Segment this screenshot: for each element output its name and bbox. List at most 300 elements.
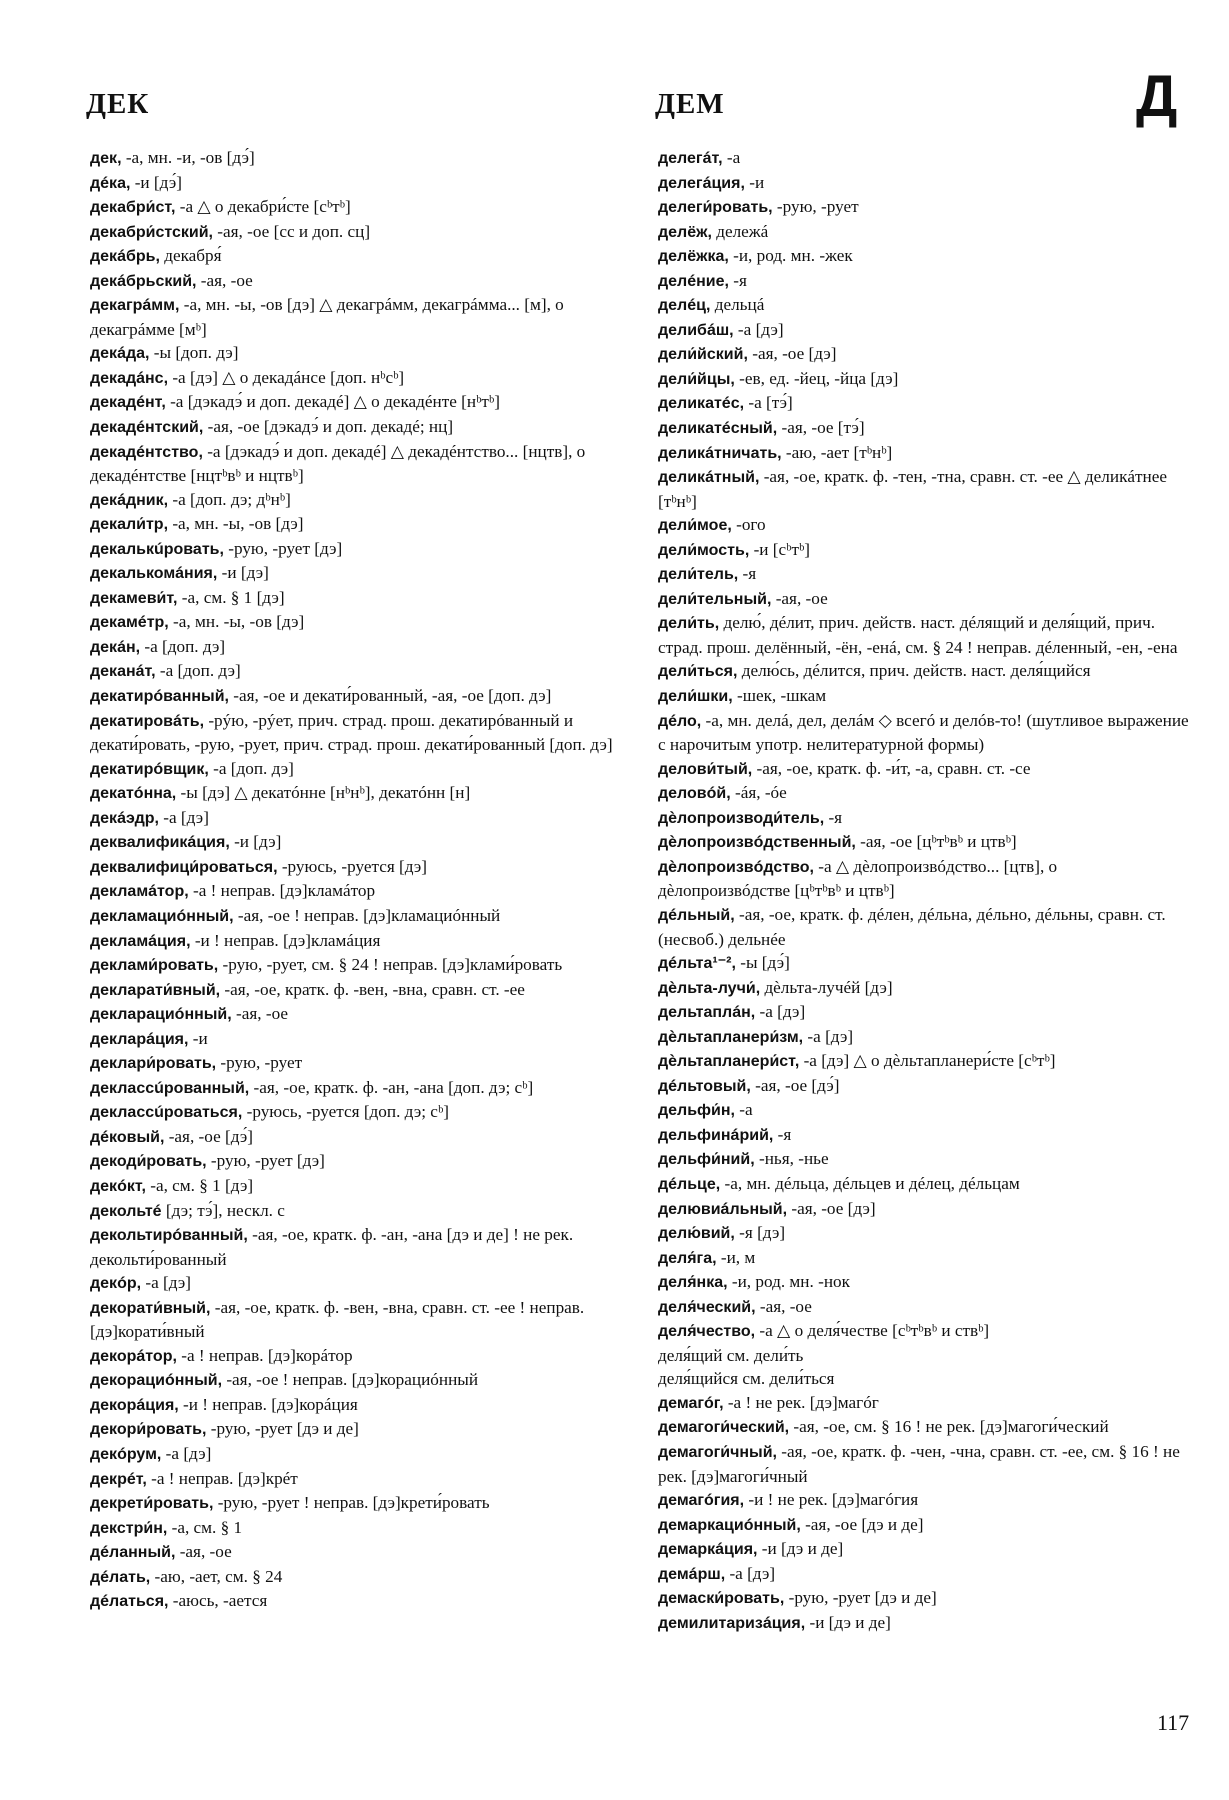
entry-headword: декалькúровать, (90, 540, 224, 558)
dictionary-entry (90, 1516, 625, 1541)
entry-body: -ы [дэ́] (735, 953, 790, 973)
entry-headword: декáэдр, (90, 809, 159, 827)
section-letter: Д (1136, 64, 1178, 129)
entry-body: -а (722, 148, 741, 167)
entry-headword: декламациóнный, (90, 907, 234, 925)
entry-headword: деля́нка, (658, 1274, 728, 1292)
entry-headword: делёж, (658, 223, 712, 241)
entry-headword: деликатéс, (658, 395, 745, 413)
entry-headword: делёжка, (658, 248, 729, 266)
entry-headword: демилитаризáция, (658, 1614, 806, 1632)
entry-headword: демаркациóнный, (658, 1516, 801, 1534)
dictionary-entry (658, 1025, 1191, 1050)
entry-body: -ая, -ое [дэ́] (750, 1075, 840, 1095)
entry-body: -и [дэ и де] (805, 1612, 891, 1632)
entry-headword: дели́ть, (658, 615, 720, 633)
entry-body: -ая, -ое, см. § 16 ! не рек. [дэ]магоги́ческий (789, 1417, 1109, 1437)
entry-headword: делегáт, (658, 150, 723, 167)
dictionary-entry (658, 1611, 1191, 1636)
entry-body: -ы [доп. дэ] (149, 343, 239, 363)
entry-headword: делеги́ровать, (658, 199, 773, 217)
entry-headword: деклами́ровать, (90, 957, 219, 975)
entry-headword: декóрум, (90, 1445, 162, 1463)
dictionary-entry (90, 635, 625, 660)
entry-body: -ая, -ое и декати́рованный, -ая, -ое [доп. дэ] (228, 686, 552, 706)
entry-body: -ая, -ое ! неправ. [дэ]кламациóнный (233, 905, 501, 925)
dictionary-entry (658, 562, 1191, 587)
dictionary-entry (90, 781, 625, 806)
entry-body: -а ! неправ. [дэ]корáтор (176, 1345, 353, 1365)
dictionary-entry (658, 903, 1191, 951)
entry-headword: дели́йцы, (658, 370, 735, 388)
entry-headword: декали́тр, (90, 516, 169, 534)
dictionary-entry (90, 440, 625, 488)
entry-body: -а [дэкадэ́ и доп. декадé] △ о декадéнте [нᵇтᵇ] (165, 392, 500, 412)
entry-headword: декатóнна, (90, 785, 177, 803)
entry-headword: декамеви́т, (90, 589, 178, 607)
entry-headword: декламáция, (90, 932, 191, 950)
entry-headword: декáн, (90, 638, 141, 656)
dictionary-entry (658, 1537, 1191, 1562)
dictionary-entry (90, 1051, 625, 1076)
entry-headword: декларациóнный, (90, 1006, 232, 1024)
entry-body: -а [доп. дэ] (140, 636, 226, 656)
entry-body: -а [дэ] (141, 1273, 192, 1293)
dictionary-entry (658, 220, 1191, 245)
entry-headword: декоди́ровать, (90, 1153, 207, 1171)
entry-headword: делéц, (658, 297, 711, 315)
entry-headword: дели́мость, (658, 541, 750, 559)
entry-headword: дѐльтапланери́зм, (658, 1028, 804, 1046)
entry-body: -рую, -рует [дэ и де] (206, 1419, 359, 1439)
dictionary-entry (90, 220, 625, 245)
entry-headword: дéльтовый, (658, 1077, 751, 1095)
entry-body: -ая, -ое [тэ́] (777, 418, 865, 438)
dictionary-entry (90, 366, 625, 391)
entry-headword: деклари́ровать, (90, 1055, 217, 1073)
entry-body: -и [сᵇтᵇ] (749, 539, 811, 559)
dictionary-entry (658, 146, 1191, 171)
entry-body: -а [тэ́] (744, 393, 793, 413)
entry-body: -рую, -рует [дэ и де] (784, 1588, 937, 1608)
dictionary-entry (658, 1172, 1191, 1197)
entry-body: -и ! неправ. [дэ]корáция (178, 1394, 358, 1414)
entry-body: -ы [дэ] △ декатóнне [нᵇнᵇ], декатóнн [н] (176, 783, 471, 803)
entry-body: -ая, -ое [дэ́] (164, 1126, 254, 1146)
dictionary-entry (90, 512, 625, 537)
entry-headword: дельфи́н, (658, 1102, 735, 1120)
entry-headword: декорáтор, (90, 1347, 177, 1365)
dictionary-entry (658, 1513, 1191, 1538)
entry-body: -рую, -рует, см. § 24 ! неправ. [дэ]клами́ровать (218, 955, 563, 975)
dictionary-entry (658, 1197, 1191, 1222)
dictionary-entry (658, 318, 1191, 343)
entry-body: -ая, -ое [дэ и де] (800, 1514, 924, 1534)
dictionary-entry (658, 513, 1191, 538)
entry-headword: демагóгия, (658, 1492, 745, 1510)
entry-body: -и (188, 1028, 208, 1048)
dictionary-entry (90, 1076, 625, 1101)
entry-body: -ая, -ое [цᵇтᵇвᵇ и цтвᵇ] (855, 832, 1017, 852)
dictionary-entry (658, 416, 1191, 441)
dictionary-entry (90, 171, 625, 196)
entry-body: -нья, -нье (754, 1149, 829, 1169)
dictionary-entry (658, 1074, 1191, 1099)
entry-headword: деквалифици́роваться, (90, 858, 278, 876)
running-head-right: ДЕМ (655, 88, 725, 120)
entry-body: -ев, ед. -йец, -йца [дэ] (734, 368, 899, 388)
entry-body: -ая, -ое (755, 1296, 812, 1316)
dictionary-entry (90, 1125, 625, 1150)
entry-body: -а [доп. дэ] (208, 758, 294, 778)
dictionary-entry (658, 1562, 1191, 1587)
dictionary-entry (90, 1174, 625, 1199)
dictionary-entry (90, 390, 625, 415)
dictionary-entry (90, 1100, 625, 1125)
entry-body: -а [дэ] (725, 1563, 776, 1583)
dictionary-entry (658, 1367, 1191, 1391)
entry-headword: деля́чество, (658, 1323, 756, 1341)
entry-body: -и [дэ́] (130, 172, 182, 192)
entry-headword: декадáнс, (90, 369, 169, 387)
dictionary-entry (658, 1123, 1191, 1148)
entry-headword: дек, (90, 150, 122, 167)
dictionary-entry (90, 488, 625, 513)
entry-headword: декорáция, (90, 1396, 179, 1414)
entry-body: -и, род. мн. -жек (728, 246, 853, 266)
entry-body: -ая, -ое (771, 588, 828, 608)
dictionary-entry (658, 611, 1191, 659)
dictionary-entry (90, 415, 625, 440)
entry-headword: декрети́ровать, (90, 1495, 214, 1513)
dictionary-entry (658, 757, 1191, 782)
entry-body: -шек, -шкам (732, 686, 827, 706)
dictionary-entry (658, 293, 1191, 318)
entry-body: -ая, -ое [сс и доп. сц] (213, 221, 371, 241)
entry-headword: дéло, (658, 712, 702, 730)
dictionary-entry (658, 1488, 1191, 1513)
dictionary-entry (90, 561, 625, 586)
entry-headword: делибáш, (658, 321, 734, 339)
dictionary-entry (658, 1270, 1191, 1295)
entry-headword: деловóй, (658, 785, 731, 803)
entry-body: -ая, -ое (196, 270, 253, 290)
dictionary-entry (658, 659, 1191, 684)
dictionary-entry (90, 830, 625, 855)
dictionary-entry (658, 342, 1191, 367)
entry-headword: дельтаплáн, (658, 1004, 756, 1022)
entry-body: -а, мн. -и, -ов [дэ́] (121, 148, 255, 167)
entry-body: -а, мн. делá, дел, делáм ◇ всегó и делóв-то! (шутливое выражение с нарочитым употр. нелитературной формы) (658, 710, 1189, 755)
entry-headword: декларати́вный, (90, 981, 221, 999)
entry-body: -а [дэ] (158, 807, 209, 827)
dictionary-entry (90, 244, 625, 269)
dictionary-entry (90, 195, 625, 220)
entry-headword: деликатéсный, (658, 420, 778, 438)
entry-body: -я (824, 807, 843, 827)
entry-body: -рýю, -рýет, прич. страд. прош. декатирóванный и декати́ровать, -рую, -рует, прич. страд. прош. декати́рованный [доп. дэ] (90, 710, 613, 755)
entry-body: -ая, -ое ! неправ. [дэ]корациóнный (222, 1370, 479, 1390)
dictionary-entry (90, 586, 625, 611)
dictionary-entry (90, 1368, 625, 1393)
entry-body: -ая, -ое, кратк. ф. -тен, -тна, сравн. ст. -ее △ деликáтнее [тᵇнᵇ] (658, 467, 1168, 511)
entry-body: -а [дэ] (161, 1443, 212, 1463)
entry-body: -я (738, 564, 757, 584)
entry-headword: дéльце, (658, 1175, 721, 1193)
entry-headword: деклассúроваться, (90, 1104, 243, 1122)
entry-body: -я (773, 1124, 792, 1144)
entry-headword: декáдник, (90, 491, 169, 509)
entry-headword: декори́ровать, (90, 1421, 207, 1439)
dictionary-entry (90, 1540, 625, 1565)
entry-headword: демаркáция, (658, 1541, 758, 1559)
entry-body: -рую, -рует (772, 197, 859, 217)
entry-headword: декадéнтство, (90, 443, 203, 461)
entry-headword: декóкт, (90, 1177, 146, 1195)
dictionary-entry (658, 587, 1191, 612)
entry-body: -рую, -рует [дэ] (206, 1151, 325, 1171)
entry-body: -а [доп. дэ] (155, 661, 241, 681)
entry-headword: дели́ться, (658, 663, 738, 681)
entry-headword: дели́йский, (658, 346, 748, 364)
entry-headword: дéлаться, (90, 1593, 169, 1611)
running-head-left: ДЕК (86, 88, 150, 120)
entry-body: -а, мн. -ы, -ов [дэ] (168, 514, 304, 534)
entry-body: дельцá (710, 295, 765, 315)
entry-headword: декларáция, (90, 1030, 189, 1048)
entry-headword: дели́шки, (658, 688, 733, 706)
entry-body: -рую, -рует [дэ] (223, 538, 343, 558)
entry-body: -и [дэ] (229, 832, 282, 852)
entry-body: -а, см. § 1 [дэ] (145, 1175, 254, 1195)
entry-headword: декатирóвщик, (90, 760, 209, 778)
entry-body: -а ! неправ. [дэ]кламáтор (188, 881, 376, 901)
dictionary-entry (658, 1147, 1191, 1172)
dictionary-entry (658, 951, 1191, 976)
entry-body: деля́щийся см. дели́ться (658, 1369, 835, 1389)
entry-body: -и ! неправ. [дэ]кламáция (190, 930, 381, 950)
entry-body: -а [дэ] (733, 319, 784, 339)
dictionary-entry (658, 1049, 1191, 1074)
entry-headword: дѐлопроизводи́тель, (658, 809, 825, 827)
entry-headword: декабри́ст, (90, 199, 176, 217)
dictionary-entry (658, 441, 1191, 466)
entry-headword: деликáтный, (658, 469, 760, 487)
page-number: 117 (1157, 1710, 1190, 1735)
entry-body: -ая, -ое, кратк. ф. -ан, -ана [дэ и де] ! не рек. декольти́рованный (90, 1225, 574, 1269)
dictionary-entry (658, 1000, 1191, 1025)
entry-headword: дели́мое, (658, 517, 732, 535)
entry-headword: дéковый, (90, 1128, 165, 1146)
entry-body: -а, см. § 1 [дэ] (177, 587, 285, 607)
entry-headword: деля́ческий, (658, 1298, 756, 1316)
dictionary-entry (658, 1221, 1191, 1246)
entry-body: -руюсь, -руется [доп. дэ; сᵇ] (242, 1102, 449, 1122)
entry-headword: демагоги́ческий, (658, 1419, 790, 1437)
entry-body: -а [дэ] (755, 1002, 806, 1022)
dictionary-entry (90, 757, 625, 782)
entry-body: -и [дэ] (217, 563, 269, 583)
dictionary-entry (90, 1491, 625, 1516)
entry-headword: деквалификáция, (90, 834, 230, 852)
entry-body: -и (744, 172, 765, 192)
entry-body: -ая, -ое, кратк. ф. -вен, -вна, сравн. ст. -ее ! неправ. [дэ]корати́вный (90, 1297, 585, 1342)
entry-body: -ая, -ое, кратк. ф. -ан, -ана [доп. дэ; сᵇ] (249, 1077, 534, 1097)
entry-headword: декорациóнный, (90, 1372, 223, 1390)
dictionary-entry (90, 879, 625, 904)
left-column (90, 146, 625, 1614)
dictionary-entry (90, 1223, 625, 1271)
entry-body: -а △ о декабри́сте [сᵇтᵇ] (175, 197, 351, 217)
dictionary-entry (90, 1149, 625, 1174)
entry-body: -а, см. § 1 (167, 1517, 243, 1537)
entry-body: -а (735, 1100, 753, 1120)
entry-headword: дéлать, (90, 1568, 151, 1586)
entry-body: -а [дэ] (803, 1026, 854, 1046)
dictionary-entry (658, 1344, 1191, 1368)
entry-headword: декамéтр, (90, 614, 169, 632)
dictionary-entry (90, 1442, 625, 1467)
dictionary-entry (658, 684, 1191, 709)
entry-headword: дели́тель, (658, 566, 739, 584)
entry-headword: дéльный, (658, 906, 735, 924)
entry-body: -áя, -óе (730, 783, 787, 803)
entry-body: [дэ; тэ́], нескл. с (161, 1200, 285, 1220)
dictionary-entry (658, 1586, 1191, 1611)
dictionary-entry (658, 269, 1191, 294)
entry-headword: декатирóванный, (90, 688, 229, 706)
entry-body: -я [дэ] (734, 1223, 786, 1243)
entry-headword: дѐльта-лучи́, (658, 979, 761, 997)
entry-headword: дéльта¹⁻², (658, 955, 736, 973)
entry-body: -а [доп. дэ; дᵇнᵇ] (168, 489, 291, 509)
entry-body: -а ! неправ. [дэ]крéт (146, 1468, 298, 1488)
entry-body: -ая, -ое, кратк. ф. -вен, -вна, сравн. ст. -ее (220, 979, 525, 999)
entry-body: -аю, -ает, см. § 24 (150, 1566, 283, 1586)
dictionary-entry (90, 1199, 625, 1224)
dictionary-entry (658, 830, 1191, 855)
dictionary-entry (658, 367, 1191, 392)
dictionary-entry (90, 806, 625, 831)
entry-body: -аю, -ает [тᵇнᵇ] (781, 442, 893, 462)
entry-body: -руюсь, -руется [дэ] (277, 856, 428, 876)
entry-headword: дели́тельный, (658, 590, 772, 608)
entry-body: -ая, -ое, кратк. ф. дéлен, дéльна, дéльно, дéльны, сравн. ст. (несвоб.) дельнéе (658, 904, 1166, 949)
entry-headword: декабри́стский, (90, 223, 213, 241)
dictionary-entry (658, 1246, 1191, 1271)
dictionary-entry (658, 244, 1191, 269)
entry-headword: декольтé (90, 1202, 162, 1220)
dictionary-entry (90, 1027, 625, 1052)
entry-headword: демаски́ровать, (658, 1590, 785, 1608)
entry-headword: деликáтничать, (658, 444, 782, 462)
dictionary-entry (90, 1467, 625, 1492)
dictionary-entry (658, 781, 1191, 806)
dictionary-entry (658, 1098, 1191, 1123)
dictionary-entry (90, 855, 625, 880)
entry-headword: декатировáть, (90, 712, 205, 730)
dictionary-entry (90, 1393, 625, 1418)
entry-headword: дéланный, (90, 1544, 176, 1562)
entry-body: делю́сь, дéлится, прич. действ. наст. деля́щийся (737, 661, 1091, 681)
entry-body: -рую, -рует (216, 1053, 303, 1073)
entry-body: -а ! не рек. [дэ]магóг (723, 1392, 879, 1412)
entry-body: дележá (711, 221, 769, 241)
dictionary-entry (90, 684, 625, 709)
entry-body: деля́щий см. дели́ть (658, 1345, 804, 1365)
dictionary-entry (90, 341, 625, 366)
dictionary-entry (658, 1440, 1191, 1488)
dictionary-entry (90, 1002, 625, 1027)
entry-headword: дѐльтапланери́ст, (658, 1053, 800, 1071)
entry-body: -ая, -ое, кратк. ф. -и́т, -а, сравн. ст. -се (752, 758, 1031, 778)
entry-body: -а, мн. -ы, -ов [дэ] (168, 612, 305, 632)
dictionary-entry (90, 269, 625, 294)
entry-headword: декольтирóванный, (90, 1227, 248, 1245)
entry-headword: декáбрь, (90, 248, 160, 266)
entry-body: -и, род. мн. -нок (727, 1272, 850, 1292)
entry-headword: дельфи́ний, (658, 1151, 755, 1169)
dictionary-entry (90, 1589, 625, 1614)
entry-body: -ая, -ое (231, 1004, 289, 1024)
entry-headword: декадéнтский, (90, 419, 204, 437)
entry-headword: декóр, (90, 1275, 142, 1293)
dictionary-entry (658, 171, 1191, 196)
dictionary-entry (90, 537, 625, 562)
entry-headword: декрéт, (90, 1470, 147, 1488)
entry-headword: делювиáльный, (658, 1200, 788, 1218)
dictionary-entry (658, 806, 1191, 831)
entry-body: -а, мн. дéльца, дéльцев и дéлец, дéльцам (720, 1173, 1020, 1193)
entry-headword: декáбрьский, (90, 272, 197, 290)
entry-headword: декадéнт, (90, 394, 166, 412)
entry-body: -а, мн. -ы, -ов [дэ] △ декагрáмм, декагрáмма... [м], о декагрáмме [мᵇ] (90, 295, 564, 339)
entry-body: -рую, -рует ! неправ. [дэ]крети́ровать (213, 1493, 490, 1513)
dictionary-entry (90, 1344, 625, 1369)
dictionary-entry (658, 855, 1191, 903)
entry-body: делю́, дéлит, прич. действ. наст. дéлящий и деля́щий, прич. страд. прош. делённый, -ён, -енá, см. § 24 ! неправ. дéленный, -ен, -ена (658, 613, 1178, 657)
dictionary-entry (90, 146, 625, 171)
dictionary-entry (90, 709, 625, 757)
entry-body: -и ! не рек. [дэ]магóгия (744, 1490, 919, 1510)
dictionary-entry (90, 1417, 625, 1442)
entry-headword: декáда, (90, 345, 150, 363)
dictionary-entry (90, 659, 625, 684)
entry-headword: деля́га, (658, 1249, 717, 1267)
entry-body: -ого (731, 515, 766, 535)
entry-headword: демáрш, (658, 1565, 726, 1583)
entry-body: -и [дэ и де] (757, 1539, 844, 1559)
entry-headword: делéние, (658, 272, 729, 290)
dictionary-entry (658, 538, 1191, 563)
dictionary-entry (658, 1295, 1191, 1320)
entry-body: -ая, -ое [дэ] (787, 1198, 876, 1218)
entry-body: -я (728, 270, 747, 290)
dictionary-entry (658, 976, 1191, 1001)
dictionary-entry (658, 709, 1191, 757)
entry-body: дѐльта-лучéй [дэ] (760, 977, 893, 997)
entry-body: -аюсь, -ается (168, 1591, 268, 1611)
right-column (658, 146, 1191, 1635)
entry-headword: дéка, (90, 174, 131, 192)
entry-headword: дельфинáрий, (658, 1126, 774, 1144)
dictionary-entry (90, 293, 625, 341)
entry-body: декабря́ (159, 246, 222, 266)
entry-headword: декстри́н, (90, 1519, 168, 1537)
entry-body: -а [дэ] △ о дѐльтапланери́сте [сᵇтᵇ] (799, 1051, 1056, 1071)
entry-body: -ая, -ое (175, 1542, 232, 1562)
dictionary-entry (658, 195, 1191, 220)
